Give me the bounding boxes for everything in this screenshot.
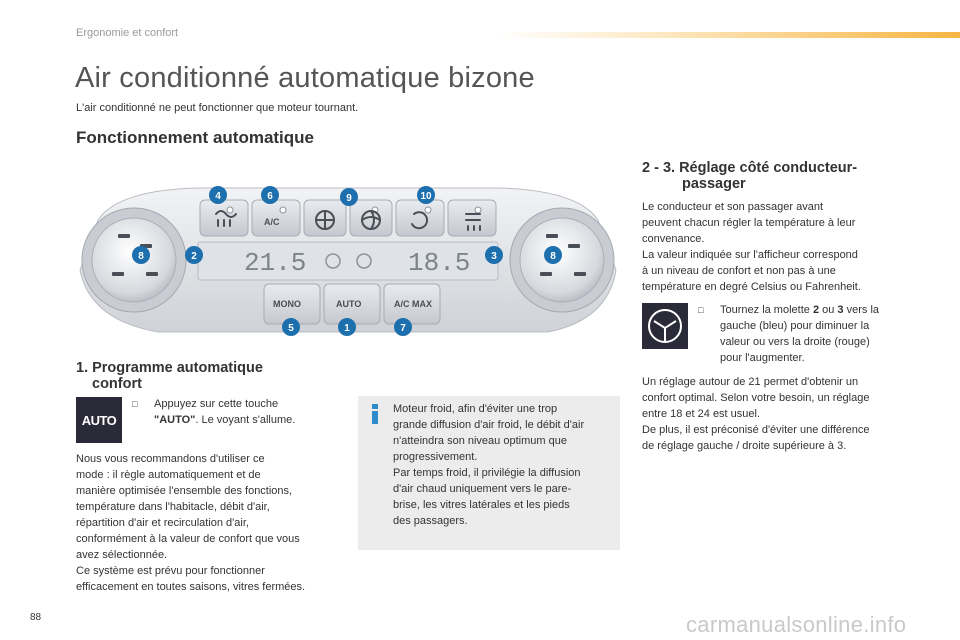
page-title: Air conditionné automatique bizone [75,62,535,94]
text-line: avez sélectionnée. [76,549,168,561]
text-line: Moteur froid, afin d'éviter une trop [393,403,558,415]
text-line: mode : il règle automatiquement et de [76,469,261,481]
text-line: La valeur indiquée sur l'afficheur correspond [642,249,858,261]
callout-4: 4 [215,191,221,202]
text-line: Nous vous recommandons d'utiliser ce [76,453,265,465]
knob-bullet [698,302,908,366]
knob-icon [642,303,688,349]
driver-adjust-paragraph1 [642,199,922,295]
text-line: manière optimisée l'ensemble des fonctions, [76,485,293,497]
panel-mono-label: MONO [273,299,301,309]
text-line: répartition d'air et recirculation d'air, [76,517,249,529]
info-icon [369,404,381,424]
driver-adjust-title-line1: 2 - 3. Réglage côté conducteur- [642,160,858,176]
climate-panel-illustration [78,180,618,342]
bullet-icon: □ [698,305,704,315]
driver-adjust-title [642,160,857,192]
auto-program-paragraph [76,451,346,595]
bullet-icon: □ [132,399,138,409]
text-line: des passagers. [393,515,468,527]
knob-bullet-text: Tournez la molette 2 ou 3 vers la gauche (bleu) pour diminuer la valeur ou vers la droite (rouge) pour l'augmenter. [720,304,880,364]
page-number: 88 [30,612,42,623]
info-box [358,396,620,550]
callout-5: 5 [288,323,294,334]
text-line: d'air chaud uniquement vers le pare- [393,483,572,495]
text-line: Par temps froid, il privilégie la diffusion [393,467,581,479]
auto-bullet [132,396,332,428]
info-text [393,401,615,529]
callout-1: 1 [344,323,350,334]
display-right-temp: 18.5 [408,248,471,278]
callout-6: 6 [267,191,273,202]
panel-acmax-label: A/C MAX [394,299,432,309]
callout-3: 3 [491,251,497,262]
text-line: efficacement en toutes saisons, vitres fermées. [76,581,306,593]
callout-7: 7 [400,323,406,334]
text-line: température dans l'habitacle, débit d'air, [76,501,270,513]
intro-text: L'air conditionné ne peut fonctionner que moteur tournant. [76,102,359,114]
auto-bullet-text: Appuyez sur cette touche "AUTO". Le voyant s'allume. [154,398,296,426]
text-line: convenance. [642,233,705,245]
text-line: peuvent chacun régler la température à leur [642,217,856,229]
callout-2: 2 [191,251,197,262]
text-line: Le conducteur et son passager avant [642,201,824,213]
callout-9: 9 [346,193,352,204]
driver-adjust-paragraph2 [642,374,932,454]
callout-8-right: 8 [550,251,556,262]
auto-program-title-line2: confort [92,376,142,392]
text-line: Ce système est prévu pour fonctionner [76,565,265,577]
text-line: à un niveau de confort et non pas à une [642,265,836,277]
text-line: conformément à la valeur de confort que vous [76,533,300,545]
header-section-title: Ergonomie et confort [76,27,179,39]
text-line: n'atteindra son niveau optimum que [393,435,567,447]
text-line: grande diffusion d'air froid, le débit d'air [393,419,585,431]
text-line: brise, les vitres latérales et les pieds [393,499,570,511]
driver-adjust-title-line2: passager [682,176,746,192]
callout-10: 10 [420,191,432,202]
header-accent-bar [495,32,960,38]
text-line: température en degré Celsius ou Fahrenheit. [642,281,861,293]
text-line: progressivement. [393,451,478,463]
watermark: carmanualsonline.info [686,612,907,637]
section-title: Fonctionnement automatique [76,128,314,147]
text-line: De plus, il est préconisé d'éviter une différence [642,424,870,436]
text-line: entre 18 et 24 est usuel. [642,408,761,420]
auto-program-title-line1: 1. Programme automatique [76,360,263,376]
svg-text:A/C: A/C [264,217,280,227]
auto-button-image: AUTO [76,397,122,443]
text-line: Un réglage autour de 21 permet d'obtenir un [642,376,859,388]
text-line: confort optimal. Selon votre besoin, un réglage [642,392,870,404]
text-line: de réglage gauche / droite supérieure à 3. [642,440,847,452]
panel-auto-label: AUTO [336,299,362,309]
auto-program-title [76,360,263,392]
callout-8-left: 8 [138,251,144,262]
display-left-temp: 21.5 [244,248,307,278]
